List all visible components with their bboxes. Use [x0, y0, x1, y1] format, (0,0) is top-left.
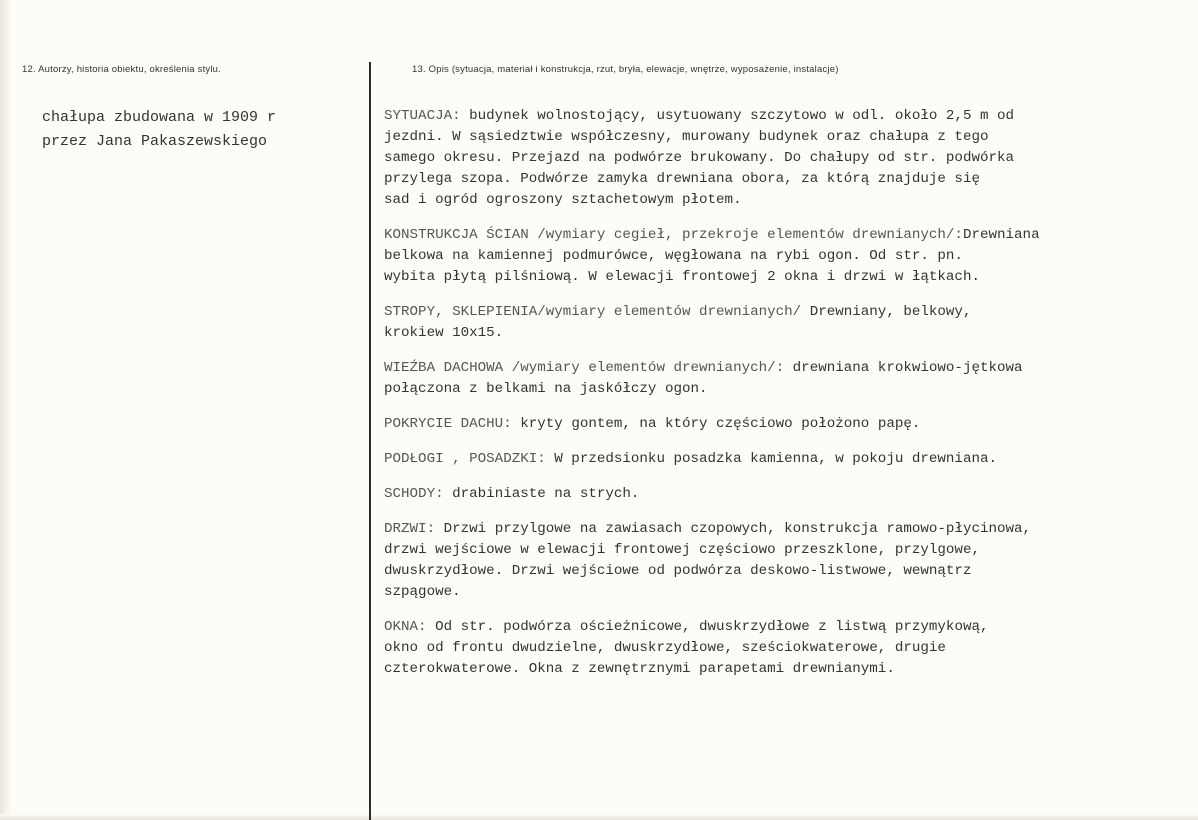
section-konstrukcja-scian: [384, 225, 1040, 288]
section-text: Drewniany, belkowy, krokiew 10x15.: [384, 304, 972, 341]
construction-note: chałupa zbudowana w 1909 r przez Jana Pakaszewskiego: [42, 109, 277, 150]
section-label: WIEŹBA DACHOWA /wymiary elementów drewnianych/:: [384, 360, 785, 376]
section-podlogi: [384, 449, 1040, 470]
section-text: W przedsionku posadzka kamienna, w pokoju drewniana.: [545, 451, 998, 467]
section-label: SCHODY:: [384, 486, 444, 502]
header-authors-history: 12. Autorzy, historia obiektu, określenia stylu.: [22, 64, 221, 75]
section-okna: [384, 617, 1040, 680]
section-text: kryty gontem, na który częściowo położono papę.: [511, 416, 921, 432]
section-schody: [384, 484, 1040, 505]
section-wiezba-dachowa: [384, 358, 1040, 400]
left-column: [42, 106, 276, 154]
section-text: drabiniaste na strych.: [443, 486, 640, 502]
column-divider: [369, 62, 371, 820]
section-label: OKNA:: [384, 619, 427, 635]
right-column: [384, 106, 1040, 694]
section-label: SYTUACJA:: [384, 108, 461, 124]
section-label: STROPY, SKLEPIENIA/wymiary elementów drewnianych/: [384, 304, 802, 320]
scan-bottom-shadow: [0, 814, 1198, 820]
section-text: budynek wolnostojący, usytuowany szczytowo w odl. około 2,5 m od jezdni. W sąsiedztwie współczesny, murowany budynek oraz chałupa z tego samego okresu. Przejazd na podwórze brukowany. Do chałupy od str. podwórka przylega szopa. Podwórze zamyka drewniana obora, za którą znajduje się sad i ogród ogroszony sztachetowym płotem.: [384, 108, 1015, 208]
section-drzwi: [384, 519, 1040, 603]
section-sytuacja: [384, 106, 1040, 211]
section-label: DRZWI:: [384, 521, 436, 537]
section-pokrycie-dachu: [384, 414, 1040, 435]
header-description: 13. Opis (sytuacja, materiał i konstrukcja, rzut, bryła, elewacje, wnętrze, wyposażenie, instalacje): [412, 64, 839, 75]
section-label: POKRYCIE DACHU:: [384, 416, 512, 432]
section-stropy: [384, 302, 1040, 344]
section-text: Drewniana belkowa na kamiennej podmurówce, węgłowana na rybi ogon. Od str. pn. wybita płytą pilśniową. W elewacji frontowej 2 okna i drzwi w łątkach.: [384, 227, 1040, 285]
section-text: Drzwi przylgowe na zawiasach czopowych, konstrukcja ramowo-płycinowa, drzwi wejściowe w elewacji frontowej częściowo przeszklone, przylgowe, dwuskrzydłowe. Drzwi wejściowe od podwórza deskowo-listwowe, wewnątrz szpągowe.: [384, 521, 1032, 600]
section-text: drewniana krokwiowo-jętkowa połączona z belkami na jaskółczy ogon.: [384, 360, 1023, 397]
section-label: KONSTRUKCJA ŚCIAN /wymiary cegieł, przekroje elementów drewnianych/:: [384, 227, 963, 243]
section-label: PODŁOGI , POSADZKI:: [384, 451, 546, 467]
scan-shadow: [0, 0, 12, 820]
section-text: Od str. podwórza ościeżnicowe, dwuskrzydłowe z listwą przymykową, okno od frontu dwudzielne, dwuskrzydłowe, sześciokwaterowe, drugie czterokwaterowe. Okna z zewnętrznymi parapetami drewnianymi.: [384, 619, 989, 677]
